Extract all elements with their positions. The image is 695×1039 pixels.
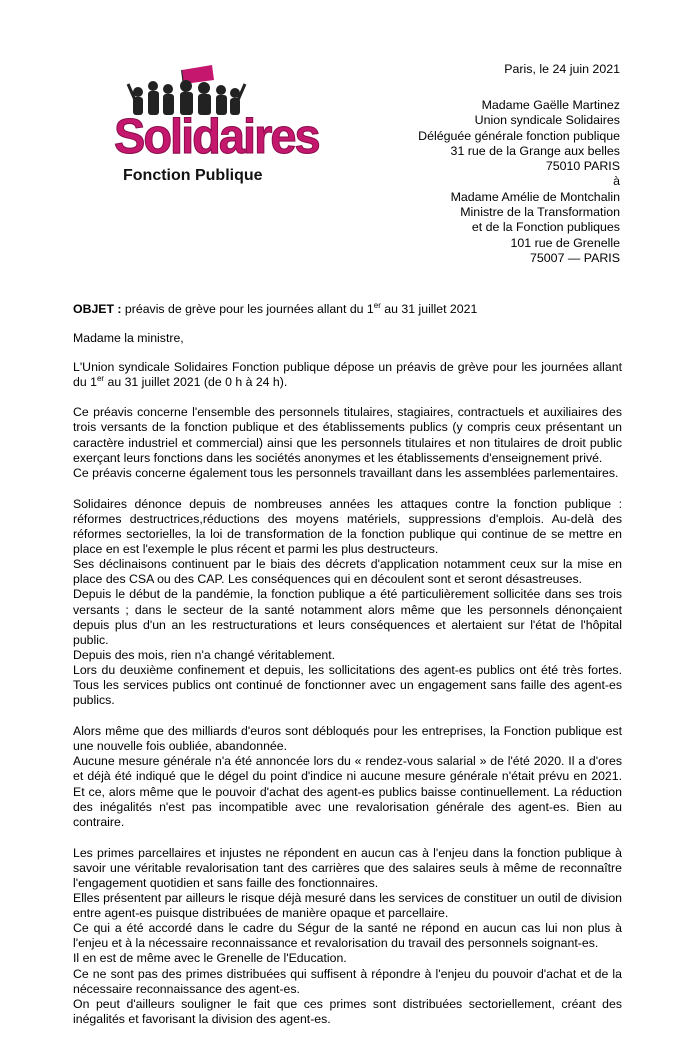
logo-subtitle: Fonction Publique (123, 167, 263, 184)
paragraph-funding (73, 724, 622, 830)
paragraph-line: Ce ne sont pas des primes distribuées qui suffisent à répondre à l'enjeu du pouvoir d'achat et de la nécessaire reconnaissance des agent-es. (73, 966, 622, 996)
intro-text: L'Union syndicale Solidaires Fonction publique dépose un préavis de grève pour les journées allant du 1 (73, 360, 622, 390)
sender-line: à (613, 174, 620, 189)
recipient-line: Madame Amélie de Montchalin (450, 189, 620, 204)
paragraph-line: Solidaires dénonce depuis de nombreuses années les attaques contre la fonction publique : réformes destructrices,réductions des moyens matériels, suppressions d'emplois. Au-delà des réformes sectorielles, la loi de transformation de la fonction publique qui continue de se mettre en place en est l'exemple le plus récent et parmi les plus destructeurs. (73, 496, 622, 557)
salutation: Madame la ministre, (73, 331, 184, 346)
letter-body (73, 302, 622, 1039)
intro-text-end: au 31 juillet 2021 (de 0 h à 24 h). (104, 375, 288, 390)
paragraph-line: Alors même que des milliards d'euros sont débloqués pour les entreprises, la Fonction publique est une nouvelle fois oubliée, abandonnée. (73, 724, 622, 754)
paragraph-line: Ses déclinaisons continuent par le biais des décrets d'application notamment ceux sur la mise en place des CSA ou des CAP. Les conséquences qui en découlent sont et seront désastreuses. (73, 557, 622, 587)
subject-text-end: au 31 juillet 2021 (380, 302, 478, 316)
subject-line (73, 302, 622, 317)
subject-sup: er (373, 300, 381, 310)
paragraph-line: Aucune mesure générale n'a été annoncée lors du « rendez-vous salarial » de l'été 2020. Il a d'ores et déjà été indiqué que le dégel du point d'indice ni aucune mesure générale n'était prévu en 2021. Et ce, alors même que le pouvoir d'achat des agent-es publics baisse continuellement. La réduction des inégalités n'est pas incompatible avec une revalorisation générale des agent-es. Bien au contraire. (73, 754, 622, 829)
paragraph-line: Ce préavis concerne l'ensemble des personnels titulaires, stagiaires, contractuels et auxiliaires des trois versants de la fonction publique et des établissements publics (y compris ceux présentant un caractère industriel et commercial) ainsi que les personnels titulaires et non titulaires de droit public exerçant leurs fonctions dans les sociétés anonymes et les établissements d'enseignement privé. (73, 405, 622, 465)
paragraph-line: Ce préavis concerne également tous les personnels travaillant dans les assemblées parlementaires. (73, 465, 619, 480)
sender-line: 75010 PARIS (545, 159, 620, 174)
subject-label: OBJET : (73, 302, 122, 316)
recipient-line: Ministre de la Transformation (460, 205, 620, 220)
intro-paragraph (73, 360, 622, 390)
paragraph-line: On peut d'ailleurs souligner le fait que ces primes sont distribuées sectoriellement, créant des inégalités et favorisant la division des agent-es. (73, 996, 622, 1026)
solidaires-logo (108, 62, 319, 187)
letter-date: Paris, le 24 juin 2021 (504, 62, 620, 76)
paragraph-line: Depuis des mois, rien n'a changé véritablement. (73, 647, 336, 662)
sender-line: Union syndicale Solidaires (474, 113, 620, 128)
address-block (418, 98, 620, 266)
logo-wordmark: Solidaires (114, 107, 319, 164)
paragraph-line: Lors du deuxième confinement et depuis, les sollicitations des agent-es publics ont été très fortes. Tous les services publics ont continué de fonctionner avec un engagement sans faille des agent-es publics. (73, 662, 622, 708)
paragraph-denunciation (73, 497, 622, 708)
sender-line: Madame Gaëlle Martinez (481, 98, 620, 112)
paragraph-line: Elles présentent par ailleurs le risque déjà mesuré dans les services de constituer un outil de division entre agent-es puisque distribuées de manière opaque et parcellaire. (73, 891, 622, 921)
intro-sup: er (96, 374, 105, 384)
paragraph-scope (73, 405, 622, 480)
paragraph-line: Ce qui a été accordé dans le cadre du Ségur de la santé ne répond en aucun cas lui non plus à l'enjeu et à la nécessaire reconnaissance et revalorisation du travail des personnels soignant-es. (73, 921, 622, 951)
paragraph-line: Depuis le début de la pandémie, la fonction publique a été particulièrement sollicitée dans ses trois versants ; dans le secteur de la santé notamment alors même que les personnels dénonçaient depuis plus d'un an les restructurations et leurs conséquences et alertaient sur l'état de l'hôpital public. (73, 587, 622, 647)
paragraph-line: Il en est de même avec le Grenelle de l'Education. (73, 951, 347, 966)
sender-line: Déléguée générale fonction publique (418, 128, 620, 143)
paragraph-line: Les primes parcellaires et injustes ne répondent en aucun cas à l'enjeu dans la fonction publique à savoir une véritable revalorisation tant des carrières que des salaires seuls à même de reconnaître l'engagement quotidien et sans faille des fonctionnaires. (73, 845, 622, 890)
recipient-line: et de la Fonction publiques (471, 220, 620, 235)
recipient-line: 101 rue de Grenelle (510, 235, 620, 250)
recipient-line: 75007 — PARIS (530, 250, 620, 265)
sender-line: 31 rue de la Grange aux belles (450, 143, 620, 158)
subject-text: préavis de grève pour les journées allant du 1 (121, 302, 374, 316)
